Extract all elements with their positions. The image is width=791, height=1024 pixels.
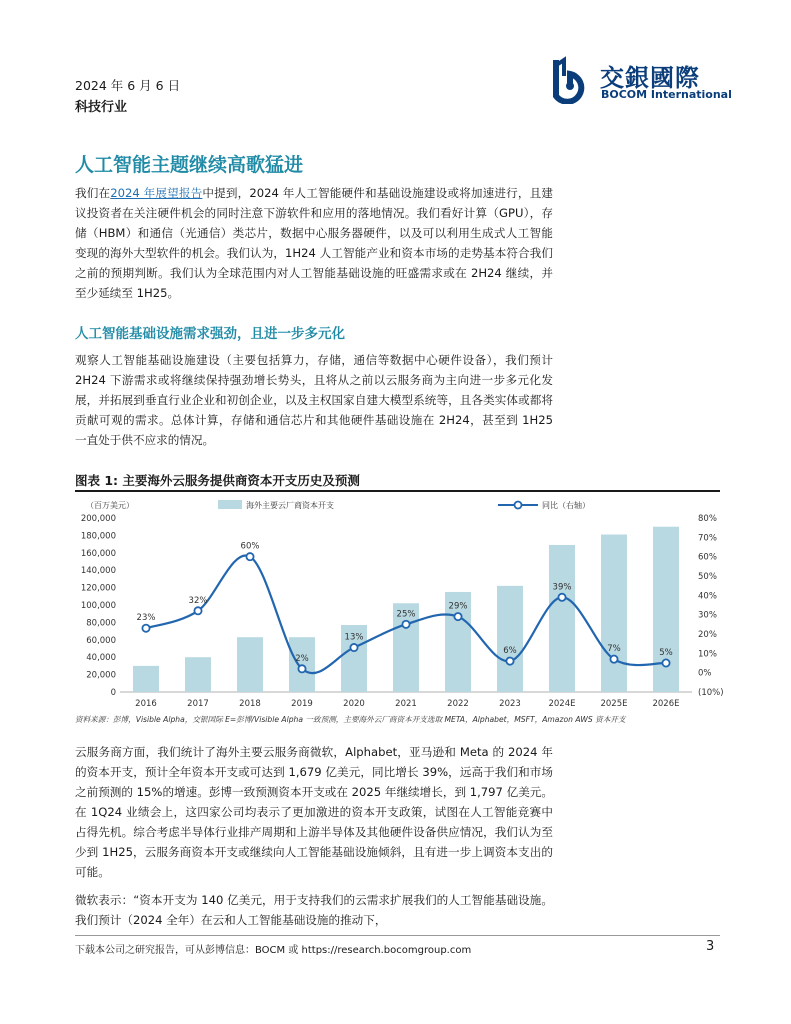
left-tick-label: 40,000 (86, 653, 116, 664)
left-tick-label: 60,000 (86, 635, 116, 646)
intro-text-after-link: 中提到，2024 年人工智能硬件和基础设施建设或将加速进行，且建议投资者在关注硬件机会的同时注意下游软件和应用的落地情况。我们看好计算（GPU），存储（HBM）和通信（光通信）类芯片，数据中心服务器硬件，以及可以利用生成式人工智能变现的海外大型软件的机会。我们认为，1H24 人工智能产业和资本市场的走势基本符合我们之前的预期判断。我们认为全球范围内对人工智能基础设施的旺盛需求或在 2H24 继续，并至少延续至 1H25。 (75, 186, 553, 300)
capex-bar (185, 657, 211, 692)
yoy-data-label: 2% (295, 653, 309, 664)
section-title: 人工智能主题继续高歌猛进 (75, 154, 304, 176)
capex-bar (237, 637, 263, 692)
footer-rule (75, 935, 720, 936)
right-tick-label: 80% (698, 514, 717, 524)
legend-line-label: 同比（右轴） (542, 501, 590, 510)
subsection-title: 人工智能基础设施需求强劲，且进一步多元化 (75, 326, 345, 342)
capex-bar (497, 586, 523, 692)
logo-chinese-name: 交銀國際 (600, 64, 700, 92)
capex-chart (60, 494, 730, 712)
figure-title-rule (75, 490, 720, 492)
outlook-report-link[interactable]: 2024 年展望报告 (110, 186, 203, 200)
right-axis-ticks (698, 514, 724, 698)
yoy-data-label: 7% (607, 644, 621, 655)
right-tick-label: 40% (698, 591, 717, 602)
capex-bar (549, 545, 575, 692)
x-tick-label: 2022 (447, 699, 469, 709)
report-date: 2024 年 6 月 6 日 (75, 78, 181, 93)
yoy-data-label: 29% (448, 601, 468, 612)
yoy-point (402, 621, 409, 628)
yoy-point (662, 659, 669, 666)
left-axis-unit: （百万美元） (86, 501, 134, 510)
yoy-point (298, 665, 305, 672)
right-tick-label: (10%) (698, 688, 724, 698)
x-tick-label: 2021 (395, 699, 417, 709)
yoy-point (454, 613, 461, 620)
left-tick-label: 100,000 (80, 601, 116, 611)
intro-paragraph (75, 183, 553, 303)
left-tick-label: 160,000 (80, 548, 116, 559)
logo-english-name: BOCOM International (601, 88, 732, 101)
left-tick-label: 20,000 (86, 670, 116, 681)
left-tick-label: 140,000 (80, 566, 116, 577)
x-tick-label: 2020 (343, 699, 365, 709)
left-tick-label: 0 (110, 688, 116, 698)
microsoft-quote-paragraph: 微软表示：“资本开支为 140 亿美元，用于支持我们的云需求扩展我们的人工智能基础设施。我们预计（2024 全年）在云和人工智能基础设施的推动下， (75, 893, 553, 927)
legend-bar-label: 海外主要云厂商资本开支 (246, 501, 334, 510)
left-tick-label: 80,000 (86, 618, 116, 629)
yoy-point (350, 644, 357, 651)
cloud-capex-paragraph: 云服务商方面，我们统计了海外主要云服务商微软，Alphabet，亚马逊和 Meta 的 2024 年的资本开支，预计全年资本开支或可达到 1,679 亿美元，同比增长 39%，远高于我们和市场之前预测的 15%的增速。彭博一致预测资本开支或在 2025 年继续增长，到 1,797 亿美元。在 1Q24 业绩会上，这四家公司均表示了更加激进的资本开支政策，试图在人工智能竞赛中占得先机。综合考虑半导体行业排产周期和上游半导体及其他硬件设备供应情况，我们认为至少到 1H25，云服务商资本开支或继续向人工智能基础设施倾斜，且有进一步上调资本支出的可能。 (75, 745, 553, 879)
right-tick-label: 20% (698, 630, 717, 640)
yoy-data-label: 6% (503, 646, 517, 657)
x-tick-label: 2016 (135, 699, 157, 709)
yoy-point (246, 553, 253, 560)
right-tick-label: 60% (698, 552, 717, 563)
right-tick-label: 50% (698, 572, 717, 582)
right-tick-label: 0% (698, 668, 712, 679)
yoy-point (610, 656, 617, 663)
right-tick-label: 10% (698, 649, 717, 660)
intro-text-before-link: 我们在 (75, 186, 111, 200)
figure-title: 图表 1: 主要海外云服务提供商资本开支历史及预测 (75, 473, 360, 488)
capex-bar (133, 666, 159, 692)
yoy-data-label: 25% (396, 609, 416, 620)
x-tick-label: 2024E (548, 699, 576, 709)
yoy-point (194, 607, 201, 614)
right-tick-label: 30% (698, 610, 717, 621)
x-tick-label: 2017 (187, 699, 209, 709)
x-tick-label: 2023 (499, 699, 521, 709)
left-tick-label: 120,000 (80, 583, 116, 594)
right-tick-label: 70% (698, 533, 717, 544)
yoy-data-label: 32% (188, 595, 208, 606)
capex-bar (601, 535, 627, 692)
infrastructure-paragraph: 观察人工智能基础设施建设（主要包括算力，存储，通信等数据中心硬件设备），我们预计 2H24 下游需求或将继续保持强劲增长势头，且将从之前以云服务商为主向进一步多元化发展，并拓展到垂直行业企业和初创企业，以及主权国家自建大模型系统等，且各类实体或都将贡献可观的需求。总体计算，存储和通信芯片和其他硬件基础设施在 2H24，甚至到 1H25 一直处于供不应求的情况。 (75, 353, 553, 447)
bocom-logo-icon (548, 56, 596, 104)
page-number: 3 (706, 939, 715, 954)
yoy-data-label: 5% (659, 648, 673, 658)
legend-bar-swatch (218, 500, 242, 509)
figure-source-note: 资料来源：彭博，Visible Alpha，交银国际 E=彭博/Visible Alpha 一致预测，主要海外云厂商资本开支选取 META，Alphabet，MSFT，Amazon AWS 资本开支 (75, 715, 626, 724)
left-tick-label: 200,000 (80, 514, 116, 524)
x-tick-label: 2026E (652, 699, 680, 709)
footer-text: 下载本公司之研究报告，可从彭博信息：BOCM 或 https://research.bocomgroup.com (75, 945, 472, 956)
yoy-point (142, 625, 149, 632)
legend-line-marker (515, 502, 522, 509)
x-axis-labels (135, 699, 679, 709)
left-axis-ticks (81, 514, 116, 698)
yoy-data-label: 60% (240, 541, 260, 552)
yoy-data-label: 23% (136, 613, 156, 624)
yoy-point (506, 657, 513, 664)
left-tick-label: 180,000 (80, 531, 116, 542)
yoy-data-label: 13% (344, 632, 364, 643)
yoy-point (558, 594, 565, 601)
yoy-data-label: 39% (552, 582, 572, 593)
x-tick-label: 2019 (291, 699, 313, 709)
x-tick-label: 2025E (600, 699, 628, 709)
sector-label: 科技行业 (75, 100, 128, 115)
x-tick-label: 2018 (239, 699, 261, 709)
